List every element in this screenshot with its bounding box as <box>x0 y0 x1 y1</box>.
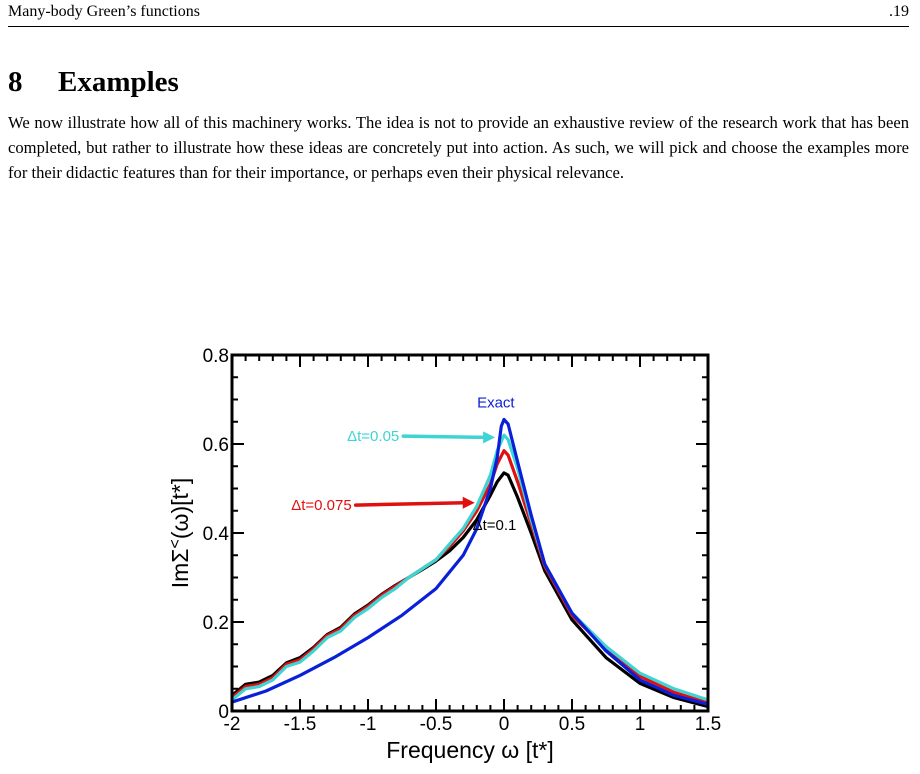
x-tick-label: -1 <box>359 714 377 735</box>
y-label-part-omega: (ω)[t*] <box>167 477 193 540</box>
y-tick-label: 0.2 <box>202 613 229 634</box>
x-tick-label: -0.5 <box>419 714 453 735</box>
y-tick-label: 0.8 <box>202 346 229 367</box>
y-label-part-im-sigma: ImΣ <box>167 548 193 589</box>
y-axis-label <box>167 478 194 589</box>
annotation-dtt-0-1: Δt=0.1 <box>472 517 517 535</box>
annotation-arrow-line <box>403 436 485 437</box>
x-axis-label: Frequency ω [t*] <box>386 737 554 763</box>
series-line-exact <box>232 420 708 705</box>
body-paragraph: We now illustrate how all of this machinery works. The idea is not to provide an exhaustive review of the research work that has been completed, but rather to illustrate how these ideas are concretely put into action. As such, we will pick and choose the examples more for their didactic features than for their importance, or perhaps even their physical relevance. <box>8 113 909 182</box>
series-line-dtt-0-05 <box>232 435 708 700</box>
section-number: 8 <box>8 66 23 98</box>
annotation-dtt-0-05: Δt=0.05 <box>347 428 400 446</box>
x-tick-label: -1.5 <box>283 714 317 735</box>
annotation-arrow-head <box>463 497 475 509</box>
x-tick-label: 1.5 <box>694 714 722 735</box>
section-heading <box>8 66 179 99</box>
running-header <box>8 0 909 27</box>
annotation-dtt-0-075: Δt=0.075 <box>291 497 352 515</box>
header-title: Many-body Green’s functions <box>8 3 200 20</box>
y-tick-label: 0.6 <box>202 435 229 456</box>
x-tick-label: 1 <box>634 714 646 735</box>
y-tick-label: 0.4 <box>202 524 229 545</box>
annotation-arrow-line <box>356 503 465 505</box>
x-tick-label: -2 <box>223 714 241 735</box>
annotation-exact: Exact <box>477 394 515 412</box>
y-tick-label: 0 <box>218 702 229 723</box>
annotation-arrow-head <box>483 431 495 443</box>
x-tick-label: 0.5 <box>558 714 586 735</box>
self-energy-chart <box>150 340 750 770</box>
y-label-part-lesser: < <box>166 539 184 549</box>
page-number: .19 <box>889 3 909 20</box>
section-title: Examples <box>58 66 179 98</box>
x-tick-label: 0 <box>498 714 510 735</box>
series-line-dtt-0-075 <box>232 451 708 703</box>
series-group <box>232 420 708 707</box>
